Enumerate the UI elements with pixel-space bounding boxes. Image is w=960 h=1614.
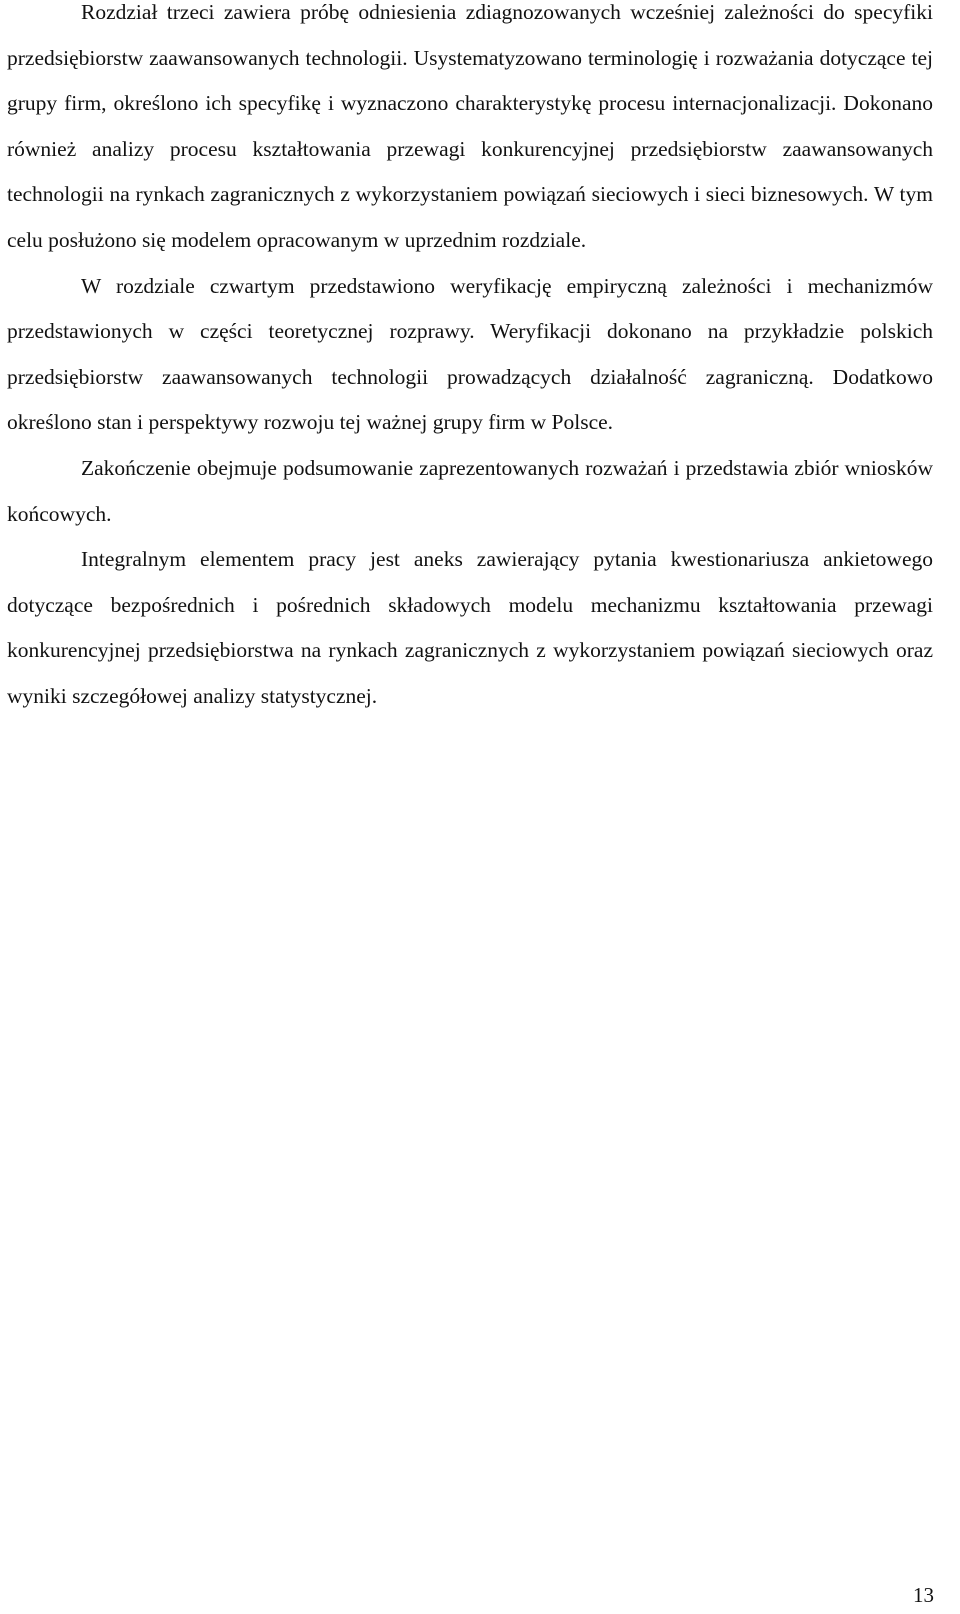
paragraph-chapter-four: W rozdziale czwartym przedstawiono weryfikację empiryczną zależności i mechanizmów przedstawionych w części teoretycznej rozprawy. Weryfikacji dokonano na przykładzie polskich przedsiębiorstw zaawansowanych technologii prowadzących działalność zagraniczną. Dodatkowo określono stan i perspektywy rozwoju tej ważnej grupy firm w Polsce. bbox=[7, 273, 933, 435]
document-body bbox=[7, 0, 933, 720]
page-number: 13 bbox=[913, 1583, 934, 1607]
paragraph-chapter-three: Rozdział trzeci zawiera próbę odniesienia zdiagnozowanych wcześniej zależności do specyfiki przedsiębiorstw zaawansowanych technologii. Usystematyzowano terminologię i rozważania dotyczące tej grupy firm, określono ich specyfikę i wyznaczono charakterystykę procesu internacjonalizacji. Dokonano również analizy procesu kształtowania przewagi konkurencyjnej przedsiębiorstw zaawansowanych technologii na rynkach zagranicznych z wykorzystaniem powiązań sieciowych i sieci biznesowych. W tym celu posłużono się modelem opracowanym w uprzednim rozdziale. bbox=[7, 0, 933, 252]
paragraph-conclusion: Zakończenie obejmuje podsumowanie zaprezentowanych rozważań i przedstawia zbiór wniosków końcowych. bbox=[7, 455, 933, 526]
paragraph-appendix: Integralnym elementem pracy jest aneks zawierający pytania kwestionariusza ankietowego dotyczące bezpośrednich i pośrednich składowych modelu mechanizmu kształtowania przewagi konkurencyjnej przedsiębiorstwa na rynkach zagranicznych z wykorzystaniem powiązań sieciowych oraz wyniki szczegółowej analizy statystycznej. bbox=[7, 547, 933, 708]
